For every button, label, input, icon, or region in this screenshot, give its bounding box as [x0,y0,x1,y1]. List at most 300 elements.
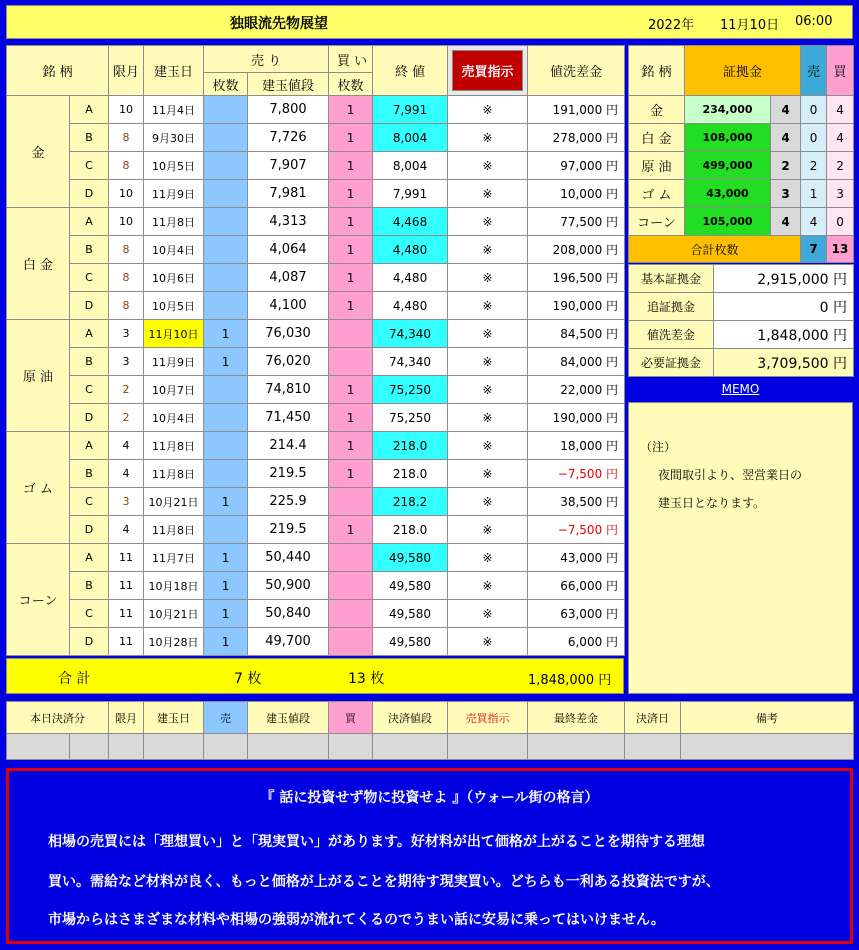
sell-count [204,292,248,320]
contract-month: 2 [109,404,144,432]
settlement-col-header: 売 [204,702,248,734]
pnl-amount: 66,000 円 [528,572,625,600]
contract-code: B [70,124,109,152]
settlement-col-header: 備考 [681,702,854,734]
margin-col-uri: 売 [801,46,827,96]
close-price: 7,991 [373,180,448,208]
col-shiji: 売買指示 [448,46,528,96]
open-date: 10月4日 [144,236,204,264]
buy-count: 1 [329,264,373,292]
margin-commodity: 白 金 [629,124,685,152]
trade-instruction: ※ [448,180,528,208]
margin-table [628,45,854,263]
margin-col-meigara: 銘 柄 [629,46,685,96]
pnl-amount: 77,500 円 [528,208,625,236]
memo-link[interactable]: MEMO [721,382,760,396]
buy-count: 1 [329,432,373,460]
position-row [7,544,625,572]
trade-instruction: ※ [448,292,528,320]
pnl-amount: 10,000 円 [528,180,625,208]
contract-month: 8 [109,124,144,152]
entry-price: 76,030 [248,320,329,348]
summary-label: 必要証拠金 [629,349,714,377]
summary-row [629,349,854,377]
contract-code: D [70,516,109,544]
pnl-amount: −7,500 円 [528,516,625,544]
settlement-header-row [7,702,854,734]
buy-count [329,572,373,600]
trade-instruction: ※ [448,124,528,152]
margin-commodity: 原 油 [629,152,685,180]
col-kai: 買 い [329,46,373,73]
margin-count: 2 [771,152,801,180]
buy-count: 1 [329,404,373,432]
settlement-col-header: 建玉日 [144,702,204,734]
settlement-col-header: 決済値段 [373,702,448,734]
buy-count: 1 [329,292,373,320]
margin-buy: 4 [827,124,854,152]
trade-instruction: ※ [448,600,528,628]
contract-month: 3 [109,320,144,348]
close-price: 4,480 [373,264,448,292]
sell-count [204,152,248,180]
margin-commodity: 金 [629,96,685,124]
margin-buy: 0 [827,208,854,236]
pnl-amount: 63,000 円 [528,600,625,628]
contract-code: A [70,432,109,460]
margin-amount: 105,000 [685,208,771,236]
open-date: 11月10日 [144,320,204,348]
settlement-col-header: 本日決済分 [7,702,109,734]
proverb-line2: 買い。需給など材料が良く、もっと価格が上がることを期待す現実買い。どちらも一利ある投資法ですが、 [48,874,720,890]
open-date: 11月9日 [144,180,204,208]
position-row [7,236,625,264]
entry-price: 71,450 [248,404,329,432]
sell-count: 1 [204,600,248,628]
close-price: 49,580 [373,572,448,600]
pnl-amount: 196,500 円 [528,264,625,292]
col-uri: 売 り [204,46,329,73]
summary-value: 0 円 [714,293,854,321]
contract-month: 11 [109,600,144,628]
open-date: 10月18日 [144,572,204,600]
trade-instruction: ※ [448,348,528,376]
margin-sell: 0 [801,124,827,152]
sell-count: 1 [204,488,248,516]
col-gengetsu: 限月 [109,46,144,96]
entry-price: 7,726 [248,124,329,152]
trade-instruction: ※ [448,96,528,124]
close-price: 74,340 [373,348,448,376]
position-row [7,376,625,404]
open-date: 10月6日 [144,264,204,292]
buy-count [329,488,373,516]
position-row [7,152,625,180]
contract-code: D [70,180,109,208]
summary-row [629,321,854,349]
contract-month: 3 [109,348,144,376]
trade-instruction: ※ [448,516,528,544]
margin-total-label: 合計枚数 [629,236,801,263]
contract-code: C [70,600,109,628]
entry-price: 4,313 [248,208,329,236]
position-row [7,404,625,432]
col-sagaku: 値洗差金 [528,46,625,96]
contract-month: 10 [109,96,144,124]
summary-label: 値洗差金 [629,321,714,349]
position-row [7,348,625,376]
settlement-col-header: 限月 [109,702,144,734]
margin-count: 4 [771,96,801,124]
contract-code: D [70,628,109,656]
margin-amount: 108,000 [685,124,771,152]
position-row [7,460,625,488]
settlement-cell [373,734,448,760]
margin-buy: 3 [827,180,854,208]
trade-instruction: ※ [448,236,528,264]
margin-amount: 234,000 [685,96,771,124]
margin-col-shokokin: 証拠金 [685,46,801,96]
close-price: 4,480 [373,236,448,264]
summary-label: 基本証拠金 [629,265,714,293]
sell-count: 1 [204,544,248,572]
close-price: 218.0 [373,460,448,488]
buy-count: 1 [329,460,373,488]
sell-count [204,236,248,264]
settlement-cell [144,734,204,760]
position-row [7,96,625,124]
proverb-title: 『 話に投資せず物に投資せよ 』（ウォール街の格言） [260,790,599,806]
settlement-cell [70,734,109,760]
entry-price: 7,907 [248,152,329,180]
margin-row [629,152,854,180]
trade-instruction: ※ [448,432,528,460]
settlement-cell [448,734,528,760]
settlement-cell [681,734,854,760]
contract-code: D [70,292,109,320]
date-day: 11月10日 [720,18,780,33]
contract-code: A [70,208,109,236]
sell-count [204,460,248,488]
entry-price: 7,800 [248,96,329,124]
total-label: 合 計 [58,671,91,687]
margin-sell: 1 [801,180,827,208]
open-date: 10月5日 [144,292,204,320]
summary-value: 1,848,000 円 [714,321,854,349]
entry-price: 219.5 [248,460,329,488]
settlement-col-header: 売買指示 [448,702,528,734]
contract-month: 11 [109,572,144,600]
settlement-cell [7,734,70,760]
date-year: 2022年 [648,18,695,33]
close-price: 8,004 [373,152,448,180]
position-row [7,208,625,236]
trade-instruction: ※ [448,572,528,600]
close-price: 49,580 [373,628,448,656]
close-price: 218.0 [373,516,448,544]
position-row [7,264,625,292]
position-row [7,628,625,656]
buy-count [329,628,373,656]
pnl-amount: 191,000 円 [528,96,625,124]
close-price: 8,004 [373,124,448,152]
entry-price: 4,100 [248,292,329,320]
sell-count: 1 [204,628,248,656]
margin-buy: 4 [827,96,854,124]
sell-count: 1 [204,348,248,376]
trade-instruction: ※ [448,376,528,404]
trade-instruction: ※ [448,460,528,488]
total-sell: 7 枚 [234,671,262,687]
trade-instruction: ※ [448,628,528,656]
positions-table [6,45,625,656]
proverb-line3: 市場からはさまざまな材料や相場の強弱が流れてくるのでうまい話に安易に乗ってはいけません。 [48,912,665,928]
close-price: 7,991 [373,96,448,124]
margin-count: 4 [771,124,801,152]
settlement-cell [204,734,248,760]
contract-code: B [70,572,109,600]
sell-count [204,180,248,208]
contract-month: 2 [109,376,144,404]
memo-line2: 夜間取引より、翌営業日の [658,468,803,482]
contract-code: A [70,96,109,124]
summary-row [629,265,854,293]
open-date: 11月8日 [144,516,204,544]
margin-row [629,96,854,124]
sell-count [204,264,248,292]
sell-count [204,376,248,404]
trade-instruction: ※ [448,264,528,292]
sell-count [204,124,248,152]
settlement-cell [248,734,329,760]
close-price: 49,580 [373,544,448,572]
col-tate-nedan: 建玉値段 [248,73,329,96]
settlement-cell [329,734,373,760]
contract-month: 8 [109,292,144,320]
open-date: 11月9日 [144,348,204,376]
open-date: 11月7日 [144,544,204,572]
entry-price: 4,064 [248,236,329,264]
col-meigara: 銘 柄 [7,46,109,96]
entry-price: 4,087 [248,264,329,292]
margin-sell: 2 [801,152,827,180]
sell-count [204,208,248,236]
margin-sell: 4 [801,208,827,236]
commodity-name: 金 [7,96,70,208]
contract-code: B [70,460,109,488]
contract-month: 4 [109,516,144,544]
buy-count: 1 [329,208,373,236]
trade-instruction: ※ [448,320,528,348]
pnl-amount: 208,000 円 [528,236,625,264]
buy-count [329,544,373,572]
pnl-amount: 278,000 円 [528,124,625,152]
buy-count [329,320,373,348]
entry-price: 50,840 [248,600,329,628]
position-row [7,124,625,152]
settlement-col-header: 最終差金 [528,702,625,734]
entry-price: 7,981 [248,180,329,208]
sell-count [204,516,248,544]
contract-month: 10 [109,180,144,208]
sell-count: 1 [204,572,248,600]
buy-count: 1 [329,124,373,152]
entry-price: 214.4 [248,432,329,460]
margin-row [629,208,854,236]
margin-amount: 43,000 [685,180,771,208]
contract-month: 8 [109,264,144,292]
buy-count [329,348,373,376]
entry-price: 50,900 [248,572,329,600]
trade-instruction: ※ [448,488,528,516]
open-date: 11月8日 [144,208,204,236]
margin-total-row [629,236,854,263]
sell-count [204,96,248,124]
sell-count [204,432,248,460]
buy-count: 1 [329,96,373,124]
trade-instruction: ※ [448,152,528,180]
open-date: 11月8日 [144,460,204,488]
close-price: 4,480 [373,292,448,320]
settlement-col-header: 建玉値段 [248,702,329,734]
col-owarine: 終 値 [373,46,448,96]
summary-table [628,264,854,377]
margin-col-kai: 買 [827,46,854,96]
settlement-empty-row [7,734,854,760]
open-date: 10月28日 [144,628,204,656]
commodity-name: ゴ ム [7,432,70,544]
trade-instruction: ※ [448,208,528,236]
commodity-name: 白 金 [7,208,70,320]
sell-count: 1 [204,320,248,348]
open-date: 10月4日 [144,404,204,432]
margin-count: 4 [771,208,801,236]
close-price: 49,580 [373,600,448,628]
contract-month: 10 [109,208,144,236]
open-date: 11月4日 [144,96,204,124]
contract-code: B [70,348,109,376]
pnl-amount: 18,000 円 [528,432,625,460]
position-row [7,516,625,544]
pnl-amount: 22,000 円 [528,376,625,404]
close-price: 75,250 [373,404,448,432]
settlement-cell [528,734,625,760]
contract-code: D [70,404,109,432]
close-price: 218.0 [373,432,448,460]
margin-total-sell: 7 [801,236,827,263]
contract-code: A [70,544,109,572]
contract-code: C [70,264,109,292]
buy-count: 1 [329,180,373,208]
memo-line1: （注） [640,440,677,454]
contract-code: C [70,488,109,516]
settlement-cell [625,734,681,760]
entry-price: 49,700 [248,628,329,656]
buy-count: 1 [329,516,373,544]
contract-code: A [70,320,109,348]
position-row [7,600,625,628]
margin-row [629,180,854,208]
close-price: 4,468 [373,208,448,236]
pnl-amount: 190,000 円 [528,292,625,320]
contract-month: 4 [109,460,144,488]
pnl-amount: 190,000 円 [528,404,625,432]
date-time: 06:00 [795,14,833,29]
buy-count: 1 [329,376,373,404]
open-date: 10月21日 [144,600,204,628]
contract-month: 3 [109,488,144,516]
position-row [7,292,625,320]
position-row [7,572,625,600]
position-row [7,488,625,516]
close-price: 75,250 [373,376,448,404]
margin-commodity: コーン [629,208,685,236]
open-date: 9月30日 [144,124,204,152]
pnl-amount: −7,500 円 [528,460,625,488]
entry-price: 50,440 [248,544,329,572]
summary-value: 3,709,500 円 [714,349,854,377]
summary-row [629,293,854,321]
close-price: 74,340 [373,320,448,348]
memo-line3: 建玉日となります。 [658,496,766,510]
sell-count [204,404,248,432]
margin-row [629,124,854,152]
pnl-amount: 84,500 円 [528,320,625,348]
pnl-amount: 43,000 円 [528,544,625,572]
pnl-amount: 6,000 円 [528,628,625,656]
pnl-amount: 97,000 円 [528,152,625,180]
margin-count: 3 [771,180,801,208]
total-amount: 1,848,000 円 [528,673,612,688]
settlement-col-header: 買 [329,702,373,734]
settlement-col-header: 決済日 [625,702,681,734]
margin-buy: 2 [827,152,854,180]
contract-code: B [70,236,109,264]
open-date: 11月8日 [144,432,204,460]
trade-instruction: ※ [448,404,528,432]
contract-month: 11 [109,628,144,656]
col-tatebi: 建玉日 [144,46,204,96]
commodity-name: 原 油 [7,320,70,432]
col-buy-count: 枚数 [329,73,373,96]
margin-commodity: ゴ ム [629,180,685,208]
open-date: 10月21日 [144,488,204,516]
open-date: 10月5日 [144,152,204,180]
commodity-name: コーン [7,544,70,656]
position-row [7,320,625,348]
contract-month: 8 [109,152,144,180]
contract-month: 8 [109,236,144,264]
position-row [7,180,625,208]
open-date: 10月7日 [144,376,204,404]
entry-price: 225.9 [248,488,329,516]
buy-count [329,600,373,628]
margin-amount: 499,000 [685,152,771,180]
margin-sell: 0 [801,96,827,124]
contract-month: 11 [109,544,144,572]
entry-price: 219.5 [248,516,329,544]
position-row [7,432,625,460]
total-buy: 13 枚 [348,671,385,687]
trade-instruction: ※ [448,544,528,572]
buy-count: 1 [329,236,373,264]
settlement-table [6,701,854,760]
summary-value: 2,915,000 円 [714,265,854,293]
col-sell-count: 枚数 [204,73,248,96]
settlement-cell [109,734,144,760]
contract-code: C [70,152,109,180]
contract-month: 4 [109,432,144,460]
